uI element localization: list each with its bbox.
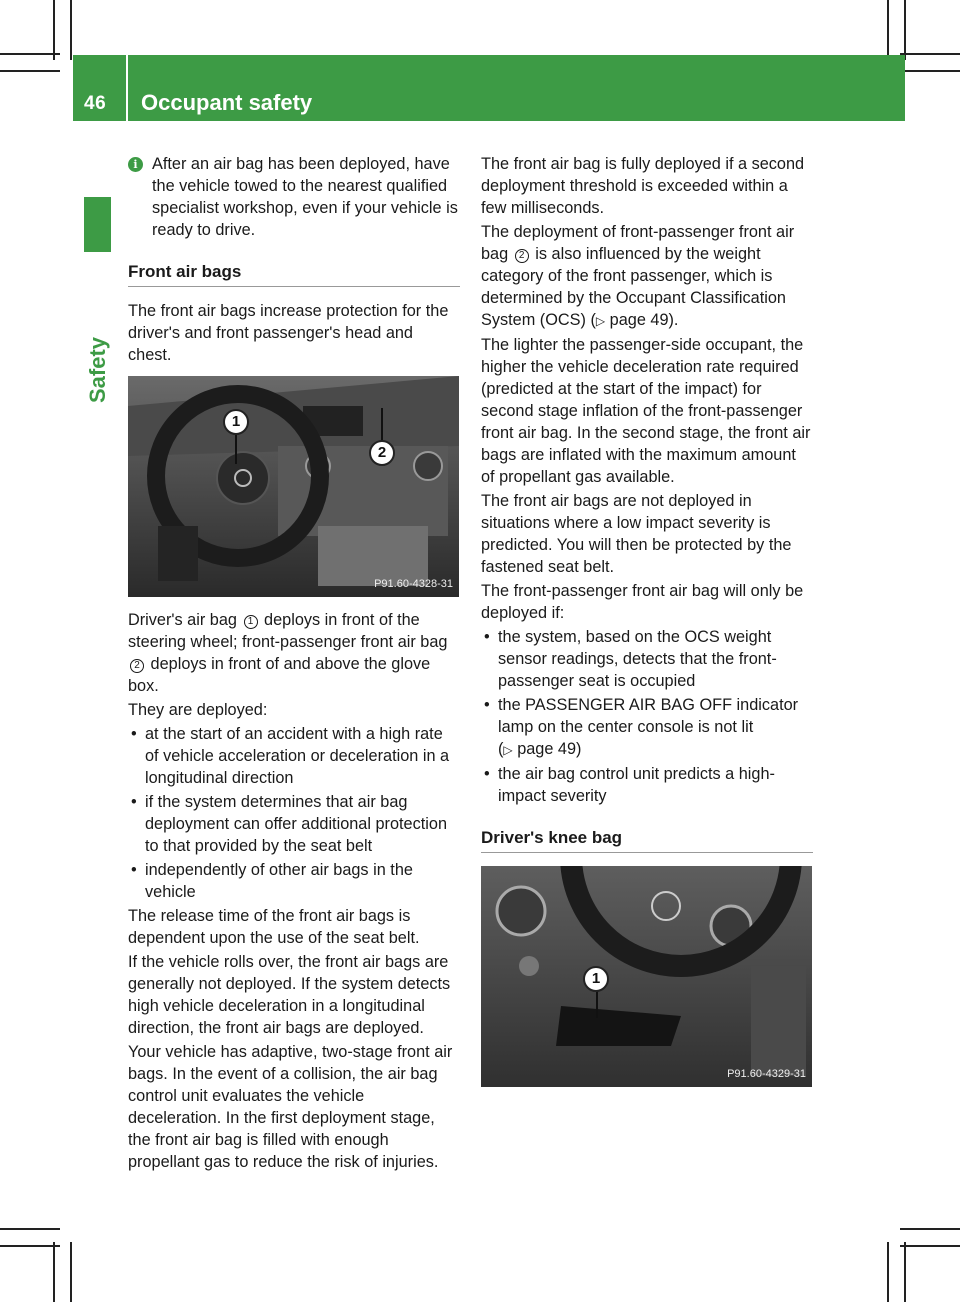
marker-1: 1 <box>244 615 258 629</box>
dashboard-figure <box>128 376 459 597</box>
page-ref-arrow: ▷ <box>595 314 606 328</box>
figure-caption <box>128 609 460 697</box>
list-item: • the air bag control unit predicts a high-impact severity <box>481 763 813 807</box>
knee-bag-illustration <box>481 866 812 1087</box>
caption-part: deploys in front of and above the glove box. <box>128 655 431 695</box>
para-only-if: The front-passenger front air bag will only be deployed if: <box>481 582 804 622</box>
crop-mark <box>900 1245 960 1247</box>
paren: ( <box>498 740 504 758</box>
page-ref[interactable]: page 49). <box>609 311 679 329</box>
info-icon: i <box>128 157 143 172</box>
list-item: • if the system determines that air bag deployment can offer additional protection to that provided by the seat belt <box>128 791 460 857</box>
page-number: 46 <box>84 93 107 114</box>
callout-1: 1 <box>583 966 609 992</box>
list-item: • the system, based on the OCS weight sensor readings, detects that the front-passenger seat is occupied <box>481 626 813 692</box>
marker-2: 2 <box>515 249 529 263</box>
dashboard-illustration <box>128 376 459 597</box>
page-title: Occupant safety <box>141 90 313 115</box>
para-lighter: The lighter the passenger-side occupant, the higher the vehicle deceleration rate required (predicted at the start of the impact) for second stage inflation of the front-passenger front air bag. In the second stage, the front air bags are inflated with the maximum amount of propellant gas available. <box>481 336 811 486</box>
knee-bag-heading: Driver's knee bag <box>481 827 813 853</box>
crop-mark <box>0 1228 60 1230</box>
crop-mark <box>904 0 906 60</box>
header-divider <box>126 55 128 121</box>
para-rollover: If the vehicle rolls over, the front air bags are generally not deployed. If the system detects high vehicle deceleration in a longitudinal direction, the front air bags are deployed. <box>128 953 451 1037</box>
left-column <box>128 153 460 1175</box>
figure-code: P91.60-4329-31 <box>727 1068 806 1080</box>
crop-mark <box>900 1228 960 1230</box>
knee-bag-figure <box>481 866 812 1087</box>
crop-mark <box>887 0 889 60</box>
list-item: • at the start of an accident with a high rate of vehicle acceleration or deceleration in a longitudinal direction <box>128 723 460 789</box>
crop-mark <box>70 1242 72 1302</box>
marker-2: 2 <box>130 659 144 673</box>
para-release: The release time of the front air bags is dependent upon the use of the seat belt. <box>128 907 420 947</box>
para-full: The front air bag is fully deployed if a second deployment threshold is exceeded within a few milliseconds. <box>481 155 805 217</box>
para-part: is also influenced by the weight category of the front passenger, which is determined by the Occupant Classification System (OCS) ( <box>481 245 786 329</box>
para-adaptive: Your vehicle has adaptive, two-stage front air bags. In the event of a collision, the air bag control unit evaluates the vehicle deceleration. In the first deployment stage, the front air bag is filled with enough propellant gas to reduce the risk of injuries. <box>128 1043 453 1171</box>
page-ref-arrow: ▷ <box>503 743 513 757</box>
callout-1: 1 <box>223 409 249 435</box>
para-part: The deployment of front-passenger front air bag <box>481 223 795 263</box>
para-deploy <box>481 221 813 332</box>
caption-part: Driver's air bag <box>128 611 237 629</box>
list-item-text: the PASSENGER AIR BAG OFF indicator lamp on the center console is not lit <box>498 696 799 736</box>
crop-mark <box>0 70 60 72</box>
crop-mark <box>70 0 72 60</box>
deployment-conditions-list <box>128 723 460 903</box>
front-air-bags-heading: Front air bags <box>128 261 460 287</box>
figure-code: P91.60-4328-31 <box>374 578 453 590</box>
side-tab-label: Safety <box>84 336 110 404</box>
crop-mark <box>904 1242 906 1302</box>
crop-mark <box>900 53 960 55</box>
caption-part: deploys in front of the steering wheel; front-passenger front air bag <box>128 611 448 651</box>
front-intro: The front air bags increase protection for the driver's and front passenger's head and chest. <box>128 302 449 364</box>
deployed-intro: They are deployed: <box>128 701 268 719</box>
info-note-text: After an air bag has been deployed, have the vehicle towed to the nearest qualified specialist workshop, even if your vehicle is ready to drive. <box>152 155 458 239</box>
para-notdeployed: The front air bags are not deployed in situations where a low impact severity is predicted. You will then be protected by the fastened seat belt. <box>481 492 792 576</box>
side-tab <box>84 330 111 410</box>
right-column <box>481 153 813 1099</box>
crop-mark <box>900 70 960 72</box>
callout-2: 2 <box>369 440 395 466</box>
crop-mark <box>0 53 60 55</box>
list-item <box>481 694 813 761</box>
crop-mark <box>53 1242 55 1302</box>
page-ref[interactable]: page 49) <box>517 740 582 758</box>
passenger-conditions-list <box>481 626 813 807</box>
crop-mark <box>53 0 55 60</box>
crop-mark <box>0 1245 60 1247</box>
list-item: • independently of other air bags in the vehicle <box>128 859 460 903</box>
info-note <box>128 153 460 241</box>
crop-mark <box>887 1242 889 1302</box>
side-tab-block <box>84 197 111 252</box>
